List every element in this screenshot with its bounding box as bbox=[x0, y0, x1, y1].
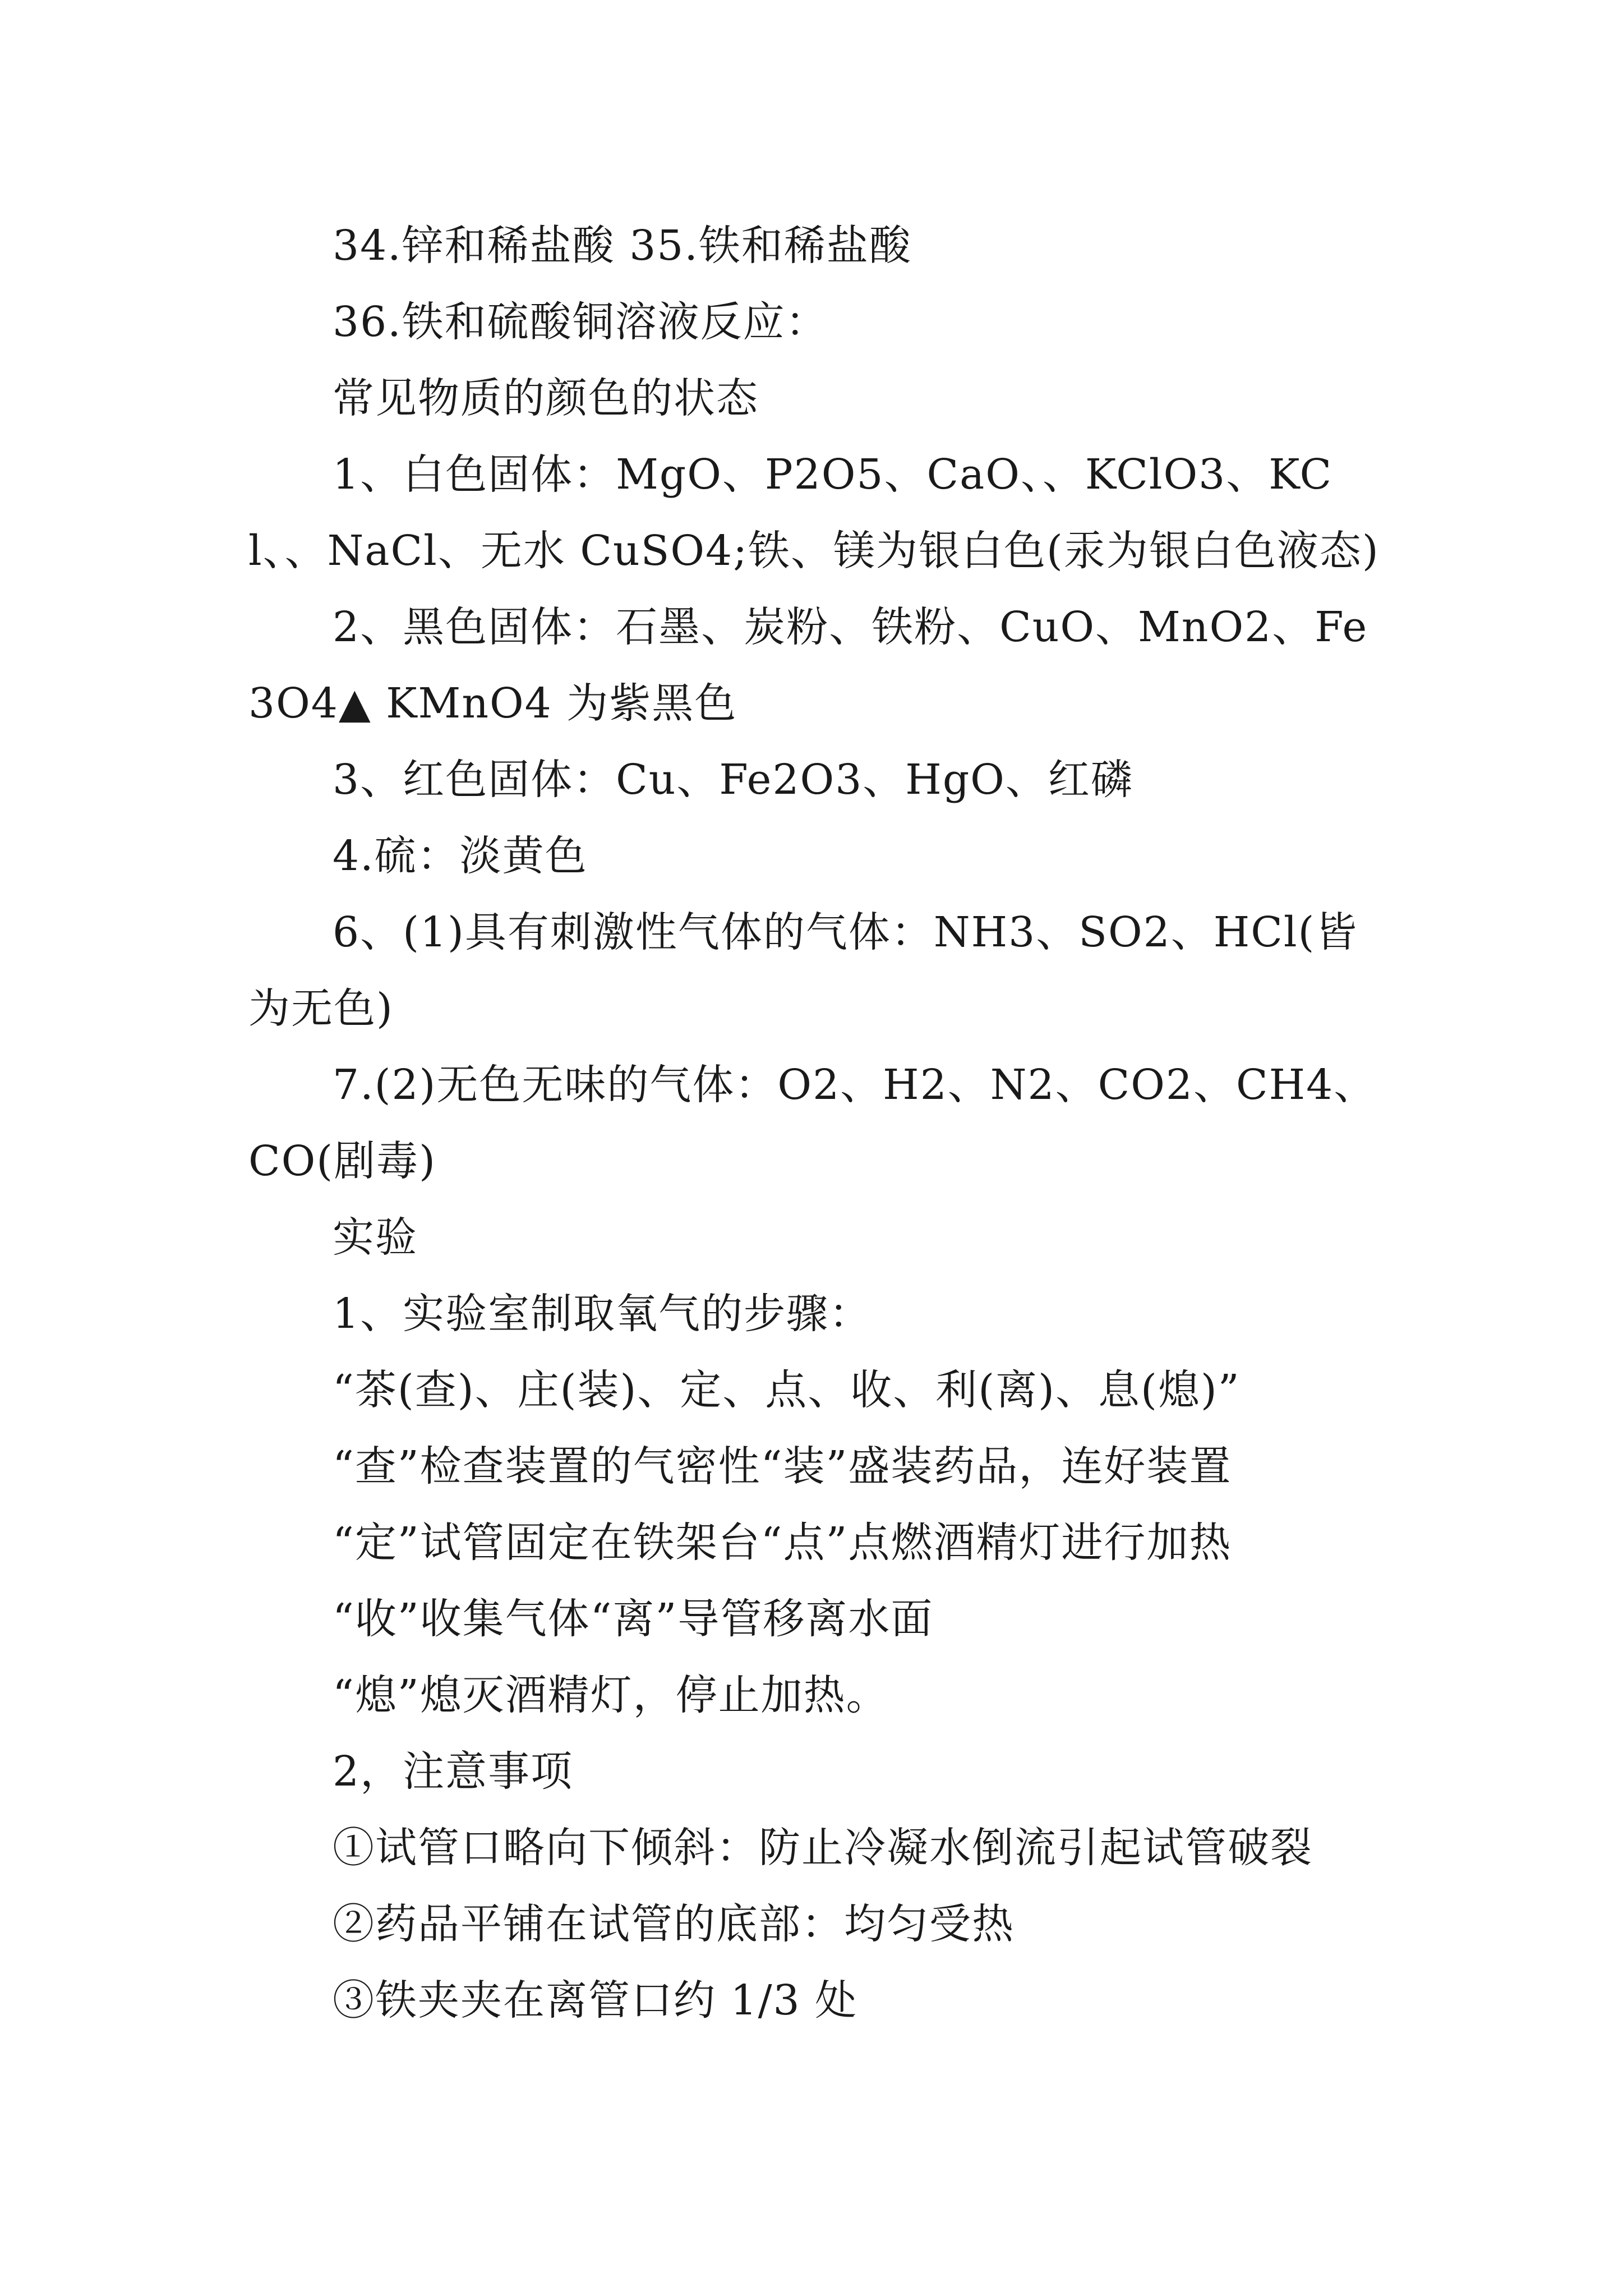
paragraph: “查”检查装置的气密性“装”盛装药品，连好装置 bbox=[333, 1442, 1232, 1490]
paragraph: 4.硫：淡黄色 bbox=[333, 832, 588, 880]
paragraph: ②药品平铺在试管的底部：均匀受热 bbox=[333, 1900, 1015, 1948]
paragraph: “茶(查)、庄(装)、定、点、收、利(离)、息(熄)” bbox=[333, 1366, 1241, 1414]
paragraph: 1、实验室制取氧气的步骤： bbox=[333, 1290, 872, 1338]
paragraph: “收”收集气体“离”导管移离水面 bbox=[333, 1595, 934, 1643]
paragraph: ①试管口略向下倾斜：防止冷凝水倒流引起试管破裂 bbox=[333, 1824, 1313, 1872]
paragraph: “熄”熄灭酒精灯，停止加热。 bbox=[333, 1671, 889, 1719]
paragraph: ③铁夹夹在离管口约 1/3 处 bbox=[333, 1976, 858, 2024]
paragraph: 3、红色固体：Cu、Fe2O3、HgO、红磷 bbox=[333, 756, 1133, 804]
paragraph: 36.铁和硫酸铜溶液反应： bbox=[333, 298, 828, 346]
document-body bbox=[248, 208, 1393, 2039]
paragraph: 34.锌和稀盐酸 35.铁和稀盐酸 bbox=[333, 222, 912, 270]
paragraph: 常见物质的颜色的状态 bbox=[333, 374, 759, 422]
section-heading: 实验 bbox=[333, 1213, 418, 1262]
paragraph: “定”试管固定在铁架台“点”点燃酒精灯进行加热 bbox=[333, 1519, 1232, 1567]
paragraph: 6、(1)具有刺激性气体的气体：NH3、SO2、HCl(皆为无色) bbox=[248, 908, 1358, 1033]
paragraph: 7.(2)无色无味的气体：O2、H2、N2、CO2、CH4、CO(剧毒) bbox=[248, 1061, 1377, 1185]
paragraph: 1、白色固体：MgO、P2O5、CaO、、KClO3、KCl、、NaCl、无水 CuSO4;铁、镁为银白色(汞为银白色液态) bbox=[248, 450, 1380, 575]
paragraph: 2，注意事项 bbox=[333, 1747, 574, 1796]
paragraph: 2、黑色固体：石墨、炭粉、铁粉、CuO、MnO2、Fe3O4▲ KMnO4 为紫黑色 bbox=[248, 603, 1368, 728]
